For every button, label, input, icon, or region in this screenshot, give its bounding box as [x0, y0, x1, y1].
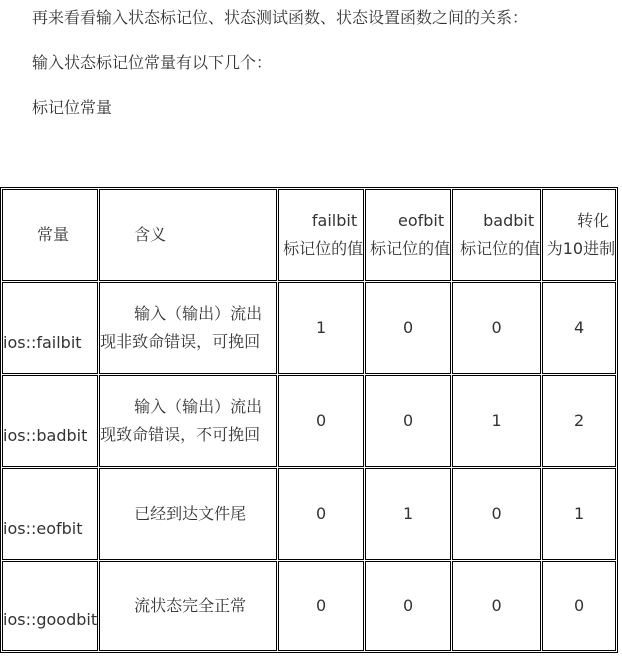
intro-line-constants: 输入状态标记位常量有以下几个：	[32, 53, 273, 72]
row-meaning-line1: 流状态完全正常	[134, 596, 247, 615]
header-failbit-desc: 标记位的值	[283, 239, 364, 258]
row-meaning	[99, 375, 277, 467]
stream-state-flag-table	[0, 187, 618, 653]
row-decimal-value: 0	[542, 561, 616, 651]
row-meaning	[99, 468, 277, 560]
row-constant-text: ios::badbit	[3, 426, 88, 445]
header-failbit-name: failbit	[311, 211, 358, 230]
intro-line-flag-constants: 标记位常量	[32, 98, 113, 117]
row-constant-text: ios::goodbit	[3, 610, 98, 629]
header-decimal	[542, 189, 616, 281]
table-row	[2, 282, 616, 374]
row-constant	[2, 561, 98, 651]
row-decimal-value: 4	[542, 282, 616, 374]
header-eofbit-name: eofbit	[397, 211, 445, 230]
header-eofbit	[365, 189, 451, 281]
row-failbit-value: 0	[278, 561, 364, 651]
row-failbit-value: 0	[278, 468, 364, 560]
row-badbit-value: 0	[452, 282, 541, 374]
row-eofbit-value: 0	[365, 561, 451, 651]
row-decimal-value: 2	[542, 375, 616, 467]
header-constant: 常量	[2, 189, 98, 281]
row-badbit-value: 1	[452, 375, 541, 467]
row-constant	[2, 468, 98, 560]
row-badbit-value: 0	[452, 468, 541, 560]
table-row	[2, 375, 616, 467]
row-constant	[2, 282, 98, 374]
table-row	[2, 561, 616, 651]
row-failbit-value: 1	[278, 282, 364, 374]
header-badbit	[452, 189, 541, 281]
header-decimal-name: 转化	[577, 211, 610, 230]
row-eofbit-value: 1	[365, 468, 451, 560]
row-meaning-line1: 输入（输出）流出	[134, 304, 263, 323]
header-decimal-desc: 为10进制	[546, 239, 616, 258]
table-header-row	[2, 189, 616, 281]
intro-line-relationship: 再来看看输入状态标记位、状态测试函数、状态设置函数之间的关系：	[32, 8, 529, 27]
row-constant-text: ios::eofbit	[3, 519, 83, 538]
header-meaning: 含义	[99, 189, 277, 281]
row-eofbit-value: 0	[365, 282, 451, 374]
header-eofbit-desc: 标记位的值	[370, 239, 451, 258]
row-meaning	[99, 561, 277, 651]
row-meaning-line2: 现致命错误，不可挽回	[100, 425, 261, 444]
row-constant-text: ios::failbit	[3, 333, 82, 352]
row-meaning	[99, 282, 277, 374]
row-meaning-line1: 输入（输出）流出	[134, 397, 263, 416]
header-badbit-name: badbit	[483, 211, 535, 230]
row-meaning-line2: 现非致命错误，可挽回	[100, 332, 261, 351]
table-row	[2, 468, 616, 560]
row-constant	[2, 375, 98, 467]
header-failbit	[278, 189, 364, 281]
row-eofbit-value: 0	[365, 375, 451, 467]
row-badbit-value: 0	[452, 561, 541, 651]
row-failbit-value: 0	[278, 375, 364, 467]
row-decimal-value: 1	[542, 468, 616, 560]
header-badbit-desc: 标记位的值	[460, 239, 541, 258]
row-meaning-line1: 已经到达文件尾	[134, 504, 247, 523]
